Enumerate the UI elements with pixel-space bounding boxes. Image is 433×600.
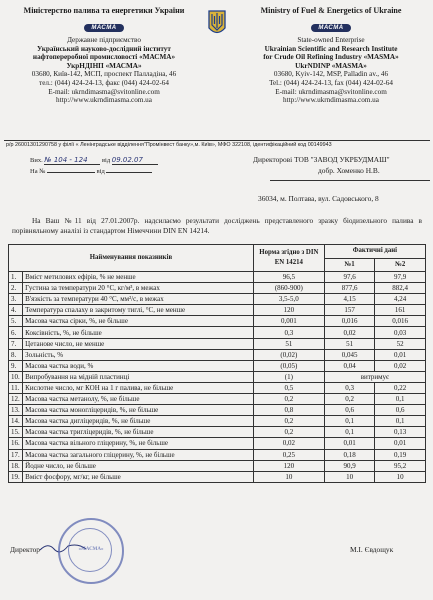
row-norm: (0,05) (253, 360, 324, 371)
table-row (9, 427, 426, 438)
col-norm-header: Норма згідно з DIN EN 14214 (253, 245, 324, 272)
vykh-date-prefix: від (101, 157, 111, 164)
row-value-sample1: 0,04 (324, 360, 375, 371)
row-norm: (860-900) (253, 283, 324, 294)
row-norm: 3,5-5,0 (253, 294, 324, 305)
row-number: 8. (9, 349, 23, 360)
row-name: Масова частка води, % (23, 360, 254, 371)
row-name: Масова частка вільного гліцерину, %, не більше (23, 438, 254, 449)
row-value-sample2: 10 (375, 471, 426, 482)
row-name: Масова частка сірки, %, не більше (23, 316, 254, 327)
row-norm: 120 (253, 460, 324, 471)
row-name: Масова частка метанолу, %, не більше (23, 394, 254, 405)
row-number: 11. (9, 382, 23, 393)
row-name: Масова частка загального гліцерину, %, не більше (23, 449, 254, 460)
row-name: Цетанове число, не менше (23, 338, 254, 349)
row-number: 17. (9, 449, 23, 460)
incoming-ref (30, 168, 152, 175)
row-value-sample1: 0,1 (324, 427, 375, 438)
right-ministry: Ministry of Fuel & Energetics of Ukraine (260, 6, 402, 15)
outgoing-ref (30, 156, 158, 165)
row-name: Зольність, % (23, 349, 254, 360)
row-value-sample1: 0,02 (324, 327, 375, 338)
institute-stamp (58, 518, 124, 584)
table-row (9, 272, 426, 283)
table-row (9, 305, 426, 316)
row-name: Вміст фосфору, мг/кг, не більше (23, 471, 254, 482)
row-value-sample2: 0,016 (375, 316, 426, 327)
row-number: 3. (9, 294, 23, 305)
row-value-sample2: 95,2 (375, 460, 426, 471)
table-row (9, 460, 426, 471)
row-name: Кислотне число, мг КОН на 1 г палива, не більше (23, 382, 254, 393)
row-value-sample2: 882,4 (375, 283, 426, 294)
results-table (8, 244, 426, 483)
right-logo: МАСМА (311, 24, 350, 32)
signature-title: Директор (10, 545, 40, 554)
row-number: 7. (9, 338, 23, 349)
row-number: 10. (9, 371, 23, 382)
row-name: Випробування на мідній пластинці (23, 371, 254, 382)
row-name: В'язкість за температури 40 °С, мм²/с, в межах (23, 294, 254, 305)
row-value-sample2: 52 (375, 338, 426, 349)
row-value-sample1: 0,045 (324, 349, 375, 360)
row-number: 14. (9, 416, 23, 427)
row-norm: 0,001 (253, 316, 324, 327)
vykh-number: № 104 - 124 (44, 156, 100, 165)
left-ministry: Міністерство палива та енергетики України (23, 6, 185, 15)
bank-details: р/р 26001301290758 у філії « Ленінградське відділення"Промінвест банку»,м. Київ», МФО 322108, ідентифікаційний код 00149943 (6, 142, 332, 148)
row-norm: 51 (253, 338, 324, 349)
row-norm: 0,02 (253, 438, 324, 449)
row-number: 16. (9, 438, 23, 449)
stamp-text: «МАСМА» (78, 547, 104, 552)
row-value-sample2: 0,02 (375, 360, 426, 371)
row-norm: 0,2 (253, 416, 324, 427)
row-value-sample1: 97,6 (324, 272, 375, 283)
row-norm: 0,3 (253, 327, 324, 338)
row-value-sample2: 97,9 (375, 272, 426, 283)
row-value-sample1: 90,9 (324, 460, 375, 471)
row-name: Йодне число, не більше (23, 460, 254, 471)
row-norm: 0,5 (253, 382, 324, 393)
row-value-sample2: 0,19 (375, 449, 426, 460)
row-norm: (0,02) (253, 349, 324, 360)
row-norm: 96,5 (253, 272, 324, 283)
row-value-sample2: 0,22 (375, 382, 426, 393)
row-value-sample2: 0,1 (375, 394, 426, 405)
table-row (9, 416, 426, 427)
row-value-sample2: 0,01 (375, 349, 426, 360)
table-row (9, 405, 426, 416)
row-value-sample1: 157 (324, 305, 375, 316)
table-row (9, 394, 426, 405)
row-value-sample2: 161 (375, 305, 426, 316)
row-norm: 0,25 (253, 449, 324, 460)
row-value-sample1: 10 (324, 471, 375, 482)
row-number: 2. (9, 283, 23, 294)
row-value-sample1: 0,2 (324, 394, 375, 405)
row-value-sample1: 4,15 (324, 294, 375, 305)
row-number: 15. (9, 427, 23, 438)
vykh-date: 09.02.07 (112, 156, 158, 165)
row-value-sample1: 0,3 (324, 382, 375, 393)
na-date-prefix: від (96, 168, 105, 175)
row-norm: 0,2 (253, 427, 324, 438)
table-row (9, 382, 426, 393)
table-row (9, 371, 426, 382)
col-sample1-header: №1 (324, 258, 375, 272)
left-logo: МАСМА (84, 24, 123, 32)
col-sample2-header: №2 (375, 258, 426, 272)
signature-name: М.І. Євдощук (350, 545, 394, 554)
addressee-line1: Директорові ТОВ "ЗАВОД УКРБУДМАШ" (253, 155, 390, 164)
col-actual-header: Фактичні дані (324, 245, 425, 259)
row-value-merged: витримує (324, 371, 425, 382)
row-number: 6. (9, 327, 23, 338)
row-value-sample2: 0,03 (375, 327, 426, 338)
table-row (9, 338, 426, 349)
row-number: 12. (9, 394, 23, 405)
row-norm: 0,8 (253, 405, 324, 416)
row-value-sample1: 51 (324, 338, 375, 349)
right-org-lines: State-owned Enterprise Ukrainian Scientific and Research Institute for Crude Oil Refining Industry «MASMA» UkrNDINP «MASMA» 03680, Kyiv-142, MSP, Palladin av., 46 Tel.: (044) 424-24-13, fax (044) 424-02-64 E-mail: ukrndimasma@svitonline.com http://www.ukrndimasma.com.ua (263, 36, 399, 105)
row-norm: (1) (253, 371, 324, 382)
row-value-sample2: 0,1 (375, 416, 426, 427)
row-number: 18. (9, 460, 23, 471)
header-left (4, 6, 204, 105)
row-value-sample2: 0,6 (375, 405, 426, 416)
row-value-sample2: 0,13 (375, 427, 426, 438)
row-name: Температура спалаху в закритому тиглі, °С, не менше (23, 305, 254, 316)
left-org-lines: Державне підприємство Український науково-дослідний інститут нафтопереробної промисловості «МАСМА» УкрНДІНП «МАСМА» 03680, Київ-142, МСП, проспект Палладіна, 46 тел.: (044) 424-24-13, факс (044) 424-02-64 E-mail: ukrndimasma@svitonline.com http://www.ukrndimasma.com.ua (31, 36, 177, 105)
na-number: № (39, 168, 46, 175)
table-row (9, 316, 426, 327)
table-row (9, 360, 426, 371)
row-number: 1. (9, 272, 23, 283)
row-number: 13. (9, 405, 23, 416)
results-table-body (9, 272, 426, 483)
row-number: 9. (9, 360, 23, 371)
row-number: 5. (9, 316, 23, 327)
row-name: Масова частка дигліцеридів, %, не більше (23, 416, 254, 427)
header-right (232, 6, 430, 105)
col-name-header: Найменування показників (9, 245, 254, 272)
intro-text: На Ваш №11 від 27.01.2007р. надсилаємо результати досліджень представленого зразку біодизельного палива в порівняльному аналізі із стандартом Німеччини DIN EN 14214. (12, 216, 422, 235)
row-name: Густина за температури 20 °С, кг/м³, в межах (23, 283, 254, 294)
addressee-address: 36034, м. Полтава, вул. Садовського, 8 (258, 194, 379, 203)
na-label: На (30, 168, 38, 175)
row-name: Вміст метилових ефірів, % не менше (23, 272, 254, 283)
addressee-line2: добр. Хоменко Н.В. (318, 166, 380, 175)
row-value-sample1: 0,016 (324, 316, 375, 327)
row-value-sample1: 0,1 (324, 416, 375, 427)
row-value-sample1: 0,6 (324, 405, 375, 416)
header-separator (4, 140, 430, 141)
table-row (9, 349, 426, 360)
row-norm: 10 (253, 471, 324, 482)
table-row (9, 327, 426, 338)
vykh-label: Вих. (30, 157, 43, 164)
row-number: 19. (9, 471, 23, 482)
row-norm: 0,2 (253, 394, 324, 405)
row-value-sample2: 0,01 (375, 438, 426, 449)
table-row (9, 471, 426, 482)
table-row (9, 294, 426, 305)
row-value-sample1: 0,18 (324, 449, 375, 460)
addressee-underline (270, 180, 430, 181)
row-number: 4. (9, 305, 23, 316)
row-value-sample1: 877,6 (324, 283, 375, 294)
row-value-sample1: 0,01 (324, 438, 375, 449)
row-name: Масова частка тригліцеридів, %, не більше (23, 427, 254, 438)
row-norm: 120 (253, 305, 324, 316)
row-name: Коксівність, %, не більше (23, 327, 254, 338)
trident-emblem-icon (206, 8, 228, 38)
row-name: Масова частка моногліцеридів, %, не більше (23, 405, 254, 416)
table-row (9, 283, 426, 294)
table-row (9, 438, 426, 449)
row-value-sample2: 4,24 (375, 294, 426, 305)
table-row (9, 449, 426, 460)
